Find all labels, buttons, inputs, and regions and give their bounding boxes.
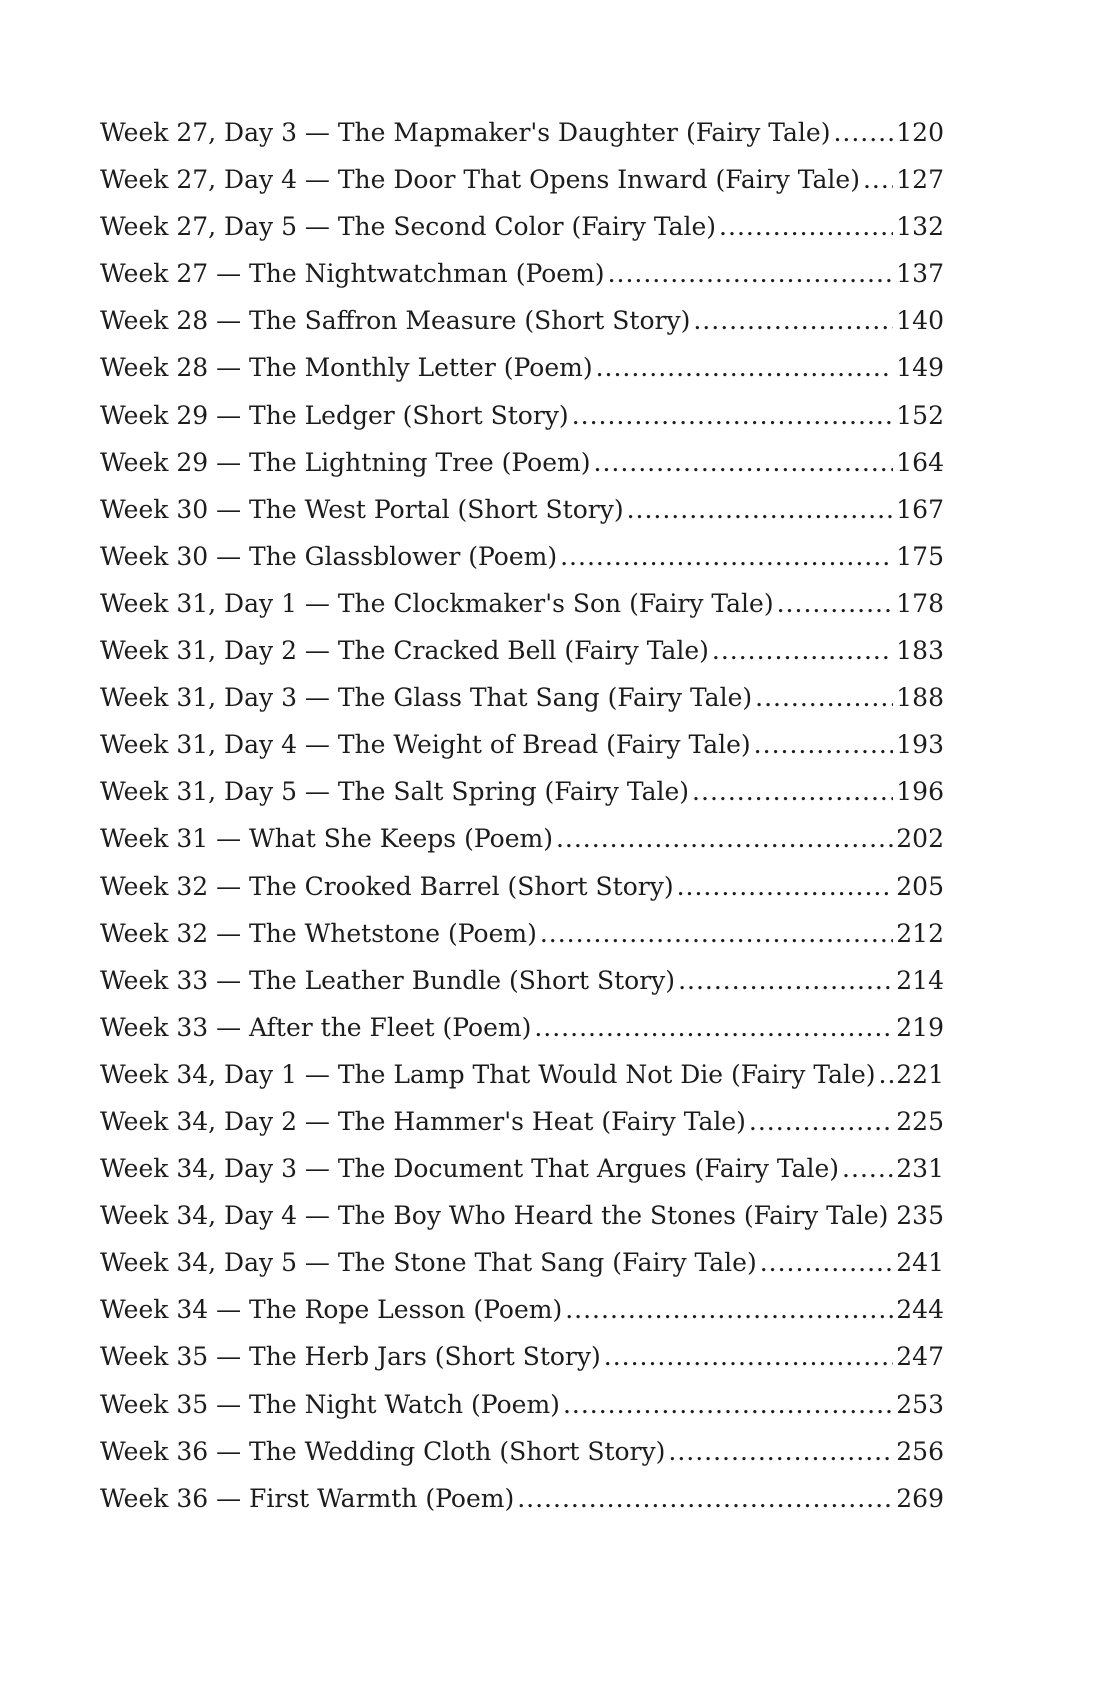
dot-leader (692, 777, 893, 806)
dot-leader (863, 165, 893, 194)
toc-entry-page-number: 235 (896, 1201, 944, 1231)
dot-leader (712, 636, 893, 665)
toc-entry-title: Week 31, Day 4 — The Weight of Bread (Fairy Tale) (100, 730, 751, 760)
toc-entry-title: Week 34 — The Rope Lesson (Poem) (100, 1295, 563, 1325)
dot-leader (534, 1013, 893, 1042)
dot-leader (842, 1154, 893, 1183)
table-of-contents (100, 118, 944, 1531)
toc-entry (100, 542, 944, 589)
toc-entry (100, 306, 944, 353)
toc-entry-page-number: 241 (896, 1248, 944, 1278)
toc-entry-title: Week 27, Day 3 — The Mapmaker's Daughter (Fairy Tale) (100, 118, 831, 147)
toc-entry-page-number: 253 (896, 1389, 944, 1419)
dot-leader (560, 542, 893, 571)
dot-leader (572, 401, 894, 430)
toc-entry (100, 1484, 944, 1531)
dot-leader (754, 730, 894, 759)
toc-entry-page-number: 225 (896, 1106, 944, 1136)
dot-leader (749, 1107, 893, 1136)
toc-entry-title: Week 28 — The Saffron Measure (Short Story) (100, 306, 691, 336)
toc-entry-page-number: 205 (896, 871, 944, 901)
toc-entry (100, 1013, 944, 1060)
toc-entry-title: Week 27, Day 4 — The Door That Opens Inward (Fairy Tale) (100, 165, 860, 195)
toc-entry (100, 448, 944, 495)
toc-entry-page-number: 247 (896, 1342, 944, 1372)
toc-entry (100, 1154, 944, 1201)
toc-entry-page-number: 178 (896, 588, 944, 618)
dot-leader (594, 448, 894, 477)
dot-leader (891, 1201, 893, 1230)
dot-leader (879, 1060, 894, 1089)
toc-entry-page-number: 140 (896, 306, 944, 336)
dot-leader (678, 966, 893, 995)
toc-entry-page-number: 219 (896, 1012, 944, 1042)
toc-entry-page-number: 193 (896, 730, 944, 760)
dot-leader (608, 259, 894, 288)
toc-entry (100, 1390, 944, 1437)
dot-leader (565, 1295, 893, 1324)
toc-entry-title: Week 34, Day 5 — The Stone That Sang (Fairy Tale) (100, 1248, 757, 1278)
toc-entry-page-number: 221 (896, 1059, 944, 1089)
toc-entry (100, 872, 944, 919)
toc-entry-title: Week 34, Day 3 — The Document That Argues (Fairy Tale) (100, 1154, 840, 1184)
dot-leader (563, 1390, 893, 1419)
toc-entry-page-number: 149 (896, 353, 944, 383)
toc-entry (100, 1248, 944, 1295)
toc-entry-title: Week 36 — The Wedding Cloth (Short Story) (100, 1436, 666, 1466)
toc-entry-title: Week 28 — The Monthly Letter (Poem) (100, 353, 593, 383)
toc-entry-page-number: 132 (896, 212, 944, 242)
toc-entry-page-number: 231 (896, 1154, 944, 1184)
toc-entry (100, 1201, 944, 1248)
toc-entry-title: Week 29 — The Lightning Tree (Poem) (100, 447, 591, 477)
toc-entry (100, 259, 944, 306)
toc-entry (100, 1342, 944, 1389)
toc-entry-page-number: 152 (896, 400, 944, 430)
toc-entry (100, 919, 944, 966)
toc-entry-title: Week 35 — The Night Watch (Poem) (100, 1389, 560, 1419)
toc-entry (100, 353, 944, 400)
toc-entry-title: Week 34, Day 4 — The Boy Who Heard the Stones (Fairy Tale) (100, 1201, 889, 1231)
toc-entry (100, 401, 944, 448)
toc-entry-title: Week 31 — What She Keeps (Poem) (100, 824, 553, 854)
dot-leader (719, 212, 893, 241)
toc-entry-title: Week 32 — The Crooked Barrel (Short Story) (100, 871, 674, 901)
toc-entry-page-number: 167 (896, 494, 944, 524)
toc-entry (100, 118, 944, 165)
toc-entry-title: Week 27, Day 5 — The Second Color (Fairy Tale) (100, 212, 717, 242)
dot-leader (833, 118, 893, 147)
dot-leader (760, 1248, 894, 1277)
toc-entry-page-number: 137 (896, 259, 944, 289)
toc-entry-title: Week 29 — The Ledger (Short Story) (100, 400, 569, 430)
toc-entry (100, 824, 944, 871)
toc-entry (100, 212, 944, 259)
toc-entry-title: Week 30 — The Glassblower (Poem) (100, 541, 558, 571)
toc-entry-page-number: 244 (896, 1295, 944, 1325)
toc-entry-page-number: 214 (896, 965, 944, 995)
toc-entry-title: Week 32 — The Whetstone (Poem) (100, 918, 537, 948)
toc-entry-title: Week 27 — The Nightwatchman (Poem) (100, 259, 605, 289)
toc-entry-title: Week 34, Day 1 — The Lamp That Would Not Die (Fairy Tale) (100, 1059, 876, 1089)
dot-leader (604, 1342, 894, 1371)
toc-entry (100, 966, 944, 1013)
toc-entry-page-number: 120 (896, 118, 944, 147)
toc-entry (100, 683, 944, 730)
toc-entry-title: Week 33 — After the Fleet (Poem) (100, 1012, 532, 1042)
dot-leader (693, 306, 893, 335)
toc-entry-page-number: 256 (896, 1436, 944, 1466)
dot-leader (596, 353, 894, 382)
toc-entry (100, 1107, 944, 1154)
toc-entry-title: Week 36 — First Warmth (Poem) (100, 1483, 515, 1513)
toc-entry (100, 1437, 944, 1484)
dot-leader (777, 589, 894, 618)
toc-entry-page-number: 183 (896, 636, 944, 666)
toc-entry-title: Week 31, Day 1 — The Clockmaker's Son (Fairy Tale) (100, 588, 774, 618)
toc-entry-page-number: 188 (896, 683, 944, 713)
toc-entry (100, 495, 944, 542)
toc-entry-page-number: 196 (896, 777, 944, 807)
toc-entry (100, 730, 944, 777)
dot-leader (517, 1484, 893, 1513)
toc-entry-title: Week 31, Day 5 — The Salt Spring (Fairy Tale) (100, 777, 690, 807)
toc-entry (100, 589, 944, 636)
toc-entry-page-number: 212 (896, 918, 944, 948)
dot-leader (755, 683, 893, 712)
toc-entry (100, 165, 944, 212)
toc-entry (100, 1060, 944, 1107)
toc-entry-page-number: 175 (896, 541, 944, 571)
dot-leader (540, 919, 893, 948)
toc-entry (100, 1295, 944, 1342)
toc-entry (100, 636, 944, 683)
toc-entry-page-number: 164 (896, 447, 944, 477)
toc-entry-page-number: 269 (896, 1483, 944, 1513)
dot-leader (556, 824, 893, 853)
toc-entry-title: Week 33 — The Leather Bundle (Short Story) (100, 965, 676, 995)
toc-entry-page-number: 202 (896, 824, 944, 854)
toc-entry-title: Week 34, Day 2 — The Hammer's Heat (Fairy Tale) (100, 1106, 746, 1136)
toc-entry-title: Week 31, Day 2 — The Cracked Bell (Fairy Tale) (100, 636, 709, 666)
toc-entry-title: Week 35 — The Herb Jars (Short Story) (100, 1342, 601, 1372)
dot-leader (627, 495, 894, 524)
dot-leader (668, 1437, 893, 1466)
toc-entry-page-number: 127 (896, 165, 944, 195)
toc-entry-title: Week 31, Day 3 — The Glass That Sang (Fairy Tale) (100, 683, 753, 713)
dot-leader (677, 872, 894, 901)
toc-entry-title: Week 30 — The West Portal (Short Story) (100, 494, 624, 524)
toc-entry (100, 777, 944, 824)
